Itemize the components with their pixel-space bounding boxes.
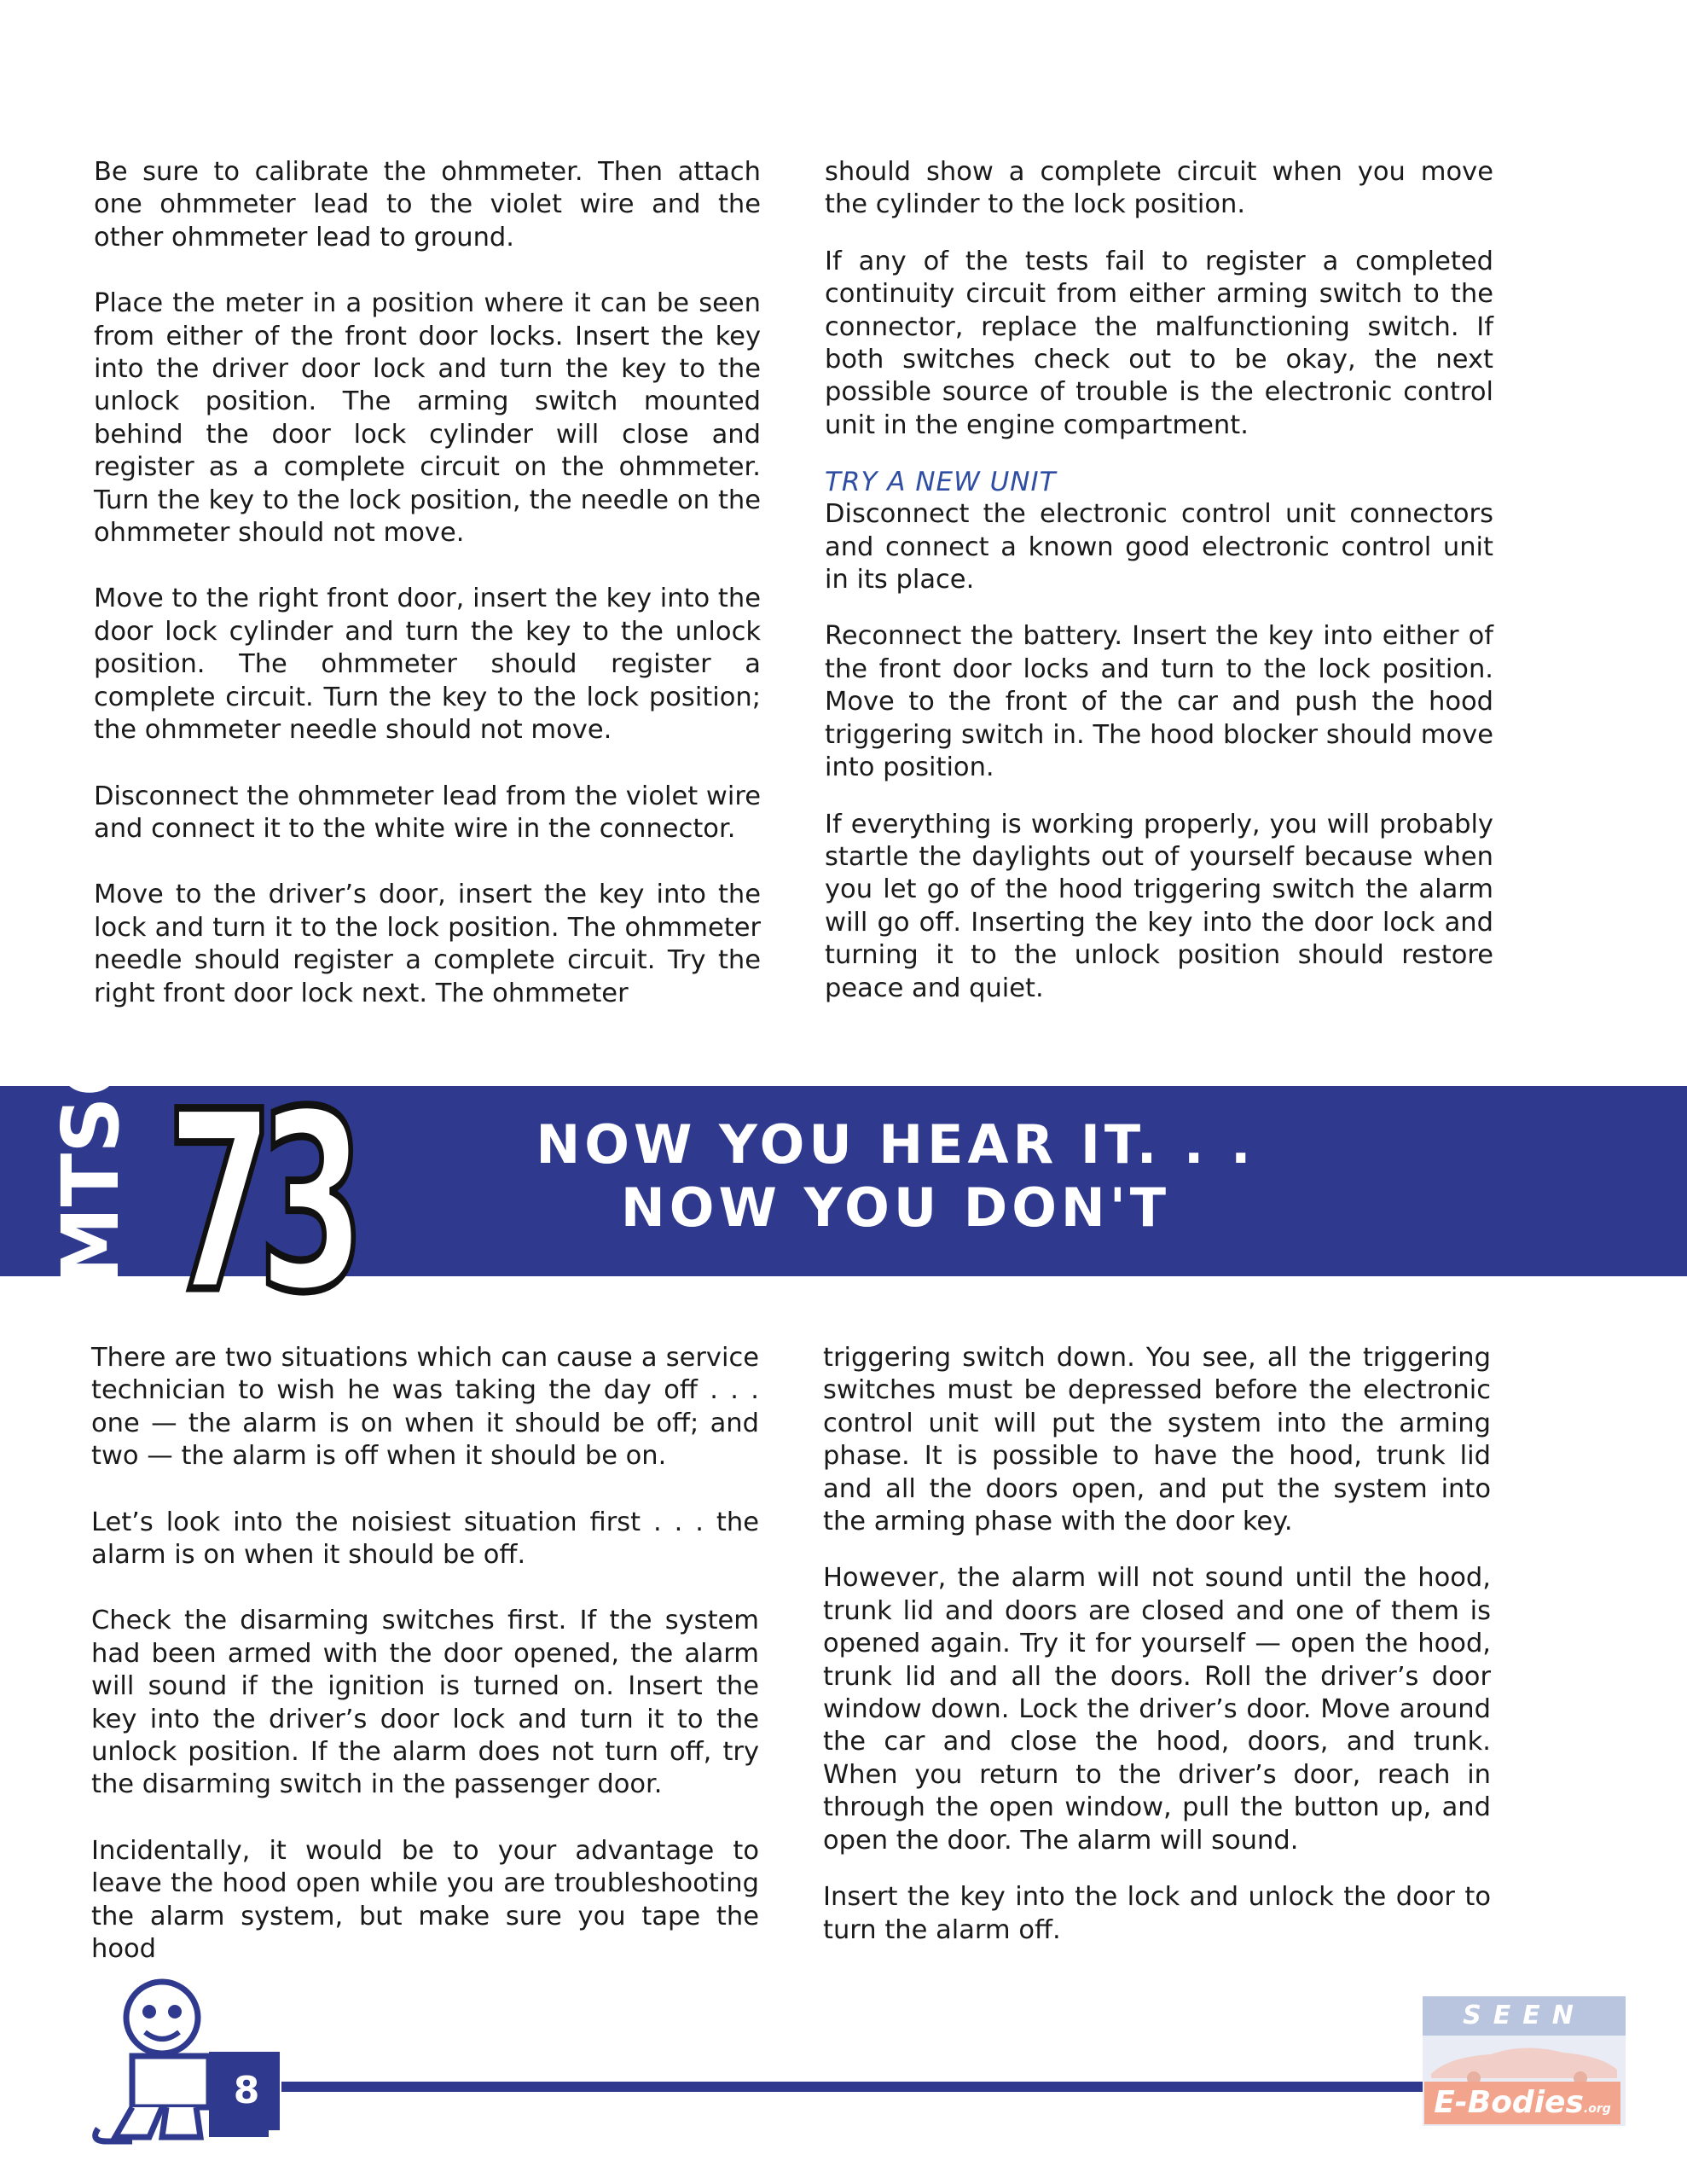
- section-subheading: TRY A NEW UNIT: [825, 467, 1057, 498]
- mtsc-73-logo: [45, 1038, 367, 1347]
- paragraph: Insert the key into the lock and unlock the door to turn the alarm off.: [823, 1882, 1491, 1945]
- banner-title-line-2: NOW YOU DON'T: [620, 1176, 1171, 1239]
- banner-title-line-1: NOW YOU HEAR IT. . .: [536, 1113, 1255, 1176]
- watermark-brand: [1424, 2082, 1620, 2124]
- paragraph: Be sure to calibrate the ohmmeter. Then attach one ohmmeter lead to the violet wire and the other ohmmeter lead to ground.: [94, 157, 761, 253]
- watermark-brand-name: E-Bodies: [1434, 2085, 1584, 2120]
- paragraph: Disconnect the electronic control unit connectors and connect a known good electronic control unit in its place.: [825, 499, 1493, 595]
- top-right-column: [825, 156, 1493, 1029]
- watermark-top-text: SEEN: [1423, 1996, 1626, 2036]
- paragraph: Place the meter in a position where it can be seen from either of the front door locks. Insert the key into the driver door lock and turn the key to the unlock position. The arming switch mounted behind the door lock cylinder will close and register as a complete circuit on the ohmmeter. Turn the key to the lock position, the needle on the ohmmeter should not move.: [94, 288, 761, 549]
- page-number: 8: [213, 2052, 280, 2130]
- paragraph: should show a complete circuit when you move the cylinder to the lock position.: [825, 157, 1493, 220]
- paragraph: Move to the right front door, insert the key into the door lock cylinder and turn the key to the unlock position. The ohmmeter should register a complete circuit. Turn the key to the lock position; the ohmmeter needle should not move.: [94, 584, 761, 746]
- watermark-brand-suffix: .org: [1583, 2102, 1611, 2116]
- paragraph: If any of the tests fail to register a completed continuity circuit from either arming switch to the connector, replace the malfunctioning switch. If both switches check out to be okay, the next possible source of trouble is the electronic control unit in the engine compartment.: [825, 246, 1493, 440]
- paragraph: Let’s look into the noisiest situation first . . . the alarm is on when it should be off.: [91, 1507, 759, 1571]
- logo-number: 73: [166, 1060, 355, 1347]
- top-left-column: [94, 156, 761, 1043]
- car-silhouette-icon: [1423, 2036, 1626, 2087]
- paragraph: Move to the driver’s door, insert the key into the lock and turn it to the lock position. The ohmmeter needle should register a complete circuit. Try the right front door lock next. The ohmmeter: [94, 880, 761, 1008]
- paragraph: However, the alarm will not sound until the hood, trunk lid and doors are closed and one of them is opened again. Try it for yourself — open the hood, trunk lid and all the doors. Roll the driver’s door window down. Lock the driver’s door. Move around the car and close the hood, doors, and trunk. When you return to the driver’s door, reach in through the open window, pull the button up, and open the door. The alarm will sound.: [823, 1563, 1491, 1856]
- paragraph: Incidentally, it would be to your advantage to leave the hood open while you are troubleshooting the alarm system, but make sure you tape the hood: [91, 1835, 759, 1965]
- bottom-right-column: [823, 1342, 1491, 1971]
- paragraph: Check the disarming switches first. If the system had been armed with the door opened, the alarm will sound if the ignition is turned on. Insert the key into the driver’s door lock and turn it to the unlock position. If the alarm does not turn off, try the disarming switch in the passenger door.: [91, 1606, 759, 1800]
- paragraph: If everything is working properly, you will probably startle the daylights out of yourself because when you let go of the hood triggering switch the alarm will go off. Inserting the key into the door lock and turning it to the unlock position should restore peace and quiet.: [825, 809, 1493, 1003]
- paragraph: Disconnect the ohmmeter lead from the violet wire and connect it to the white wire in the connector.: [94, 781, 761, 844]
- paragraph: Reconnect the battery. Insert the key into either of the front door locks and turn to the lock position. Move to the front of the car and push the hood triggering switch in. The hood blocker should move into position.: [825, 621, 1493, 783]
- footer-rule: [281, 2082, 1493, 2092]
- logo-letters: MTSC: [45, 1038, 136, 1285]
- banner-title: [512, 1113, 1279, 1240]
- paragraph: triggering switch down. You see, all the triggering switches must be depressed before the electronic control unit will put the system into the arming phase. It is possible to have the hood, trunk lid and all the doors open, and put the system into the arming phase with the door key.: [823, 1343, 1491, 1537]
- seen-on-ebodies-watermark: [1423, 1996, 1626, 2126]
- bottom-left-column: [91, 1342, 759, 2000]
- paragraph: There are two situations which can cause a service technician to wish he was taking the day off . . . one — the alarm is on when it should be off; and two — the alarm is off when it should be on.: [91, 1343, 759, 1472]
